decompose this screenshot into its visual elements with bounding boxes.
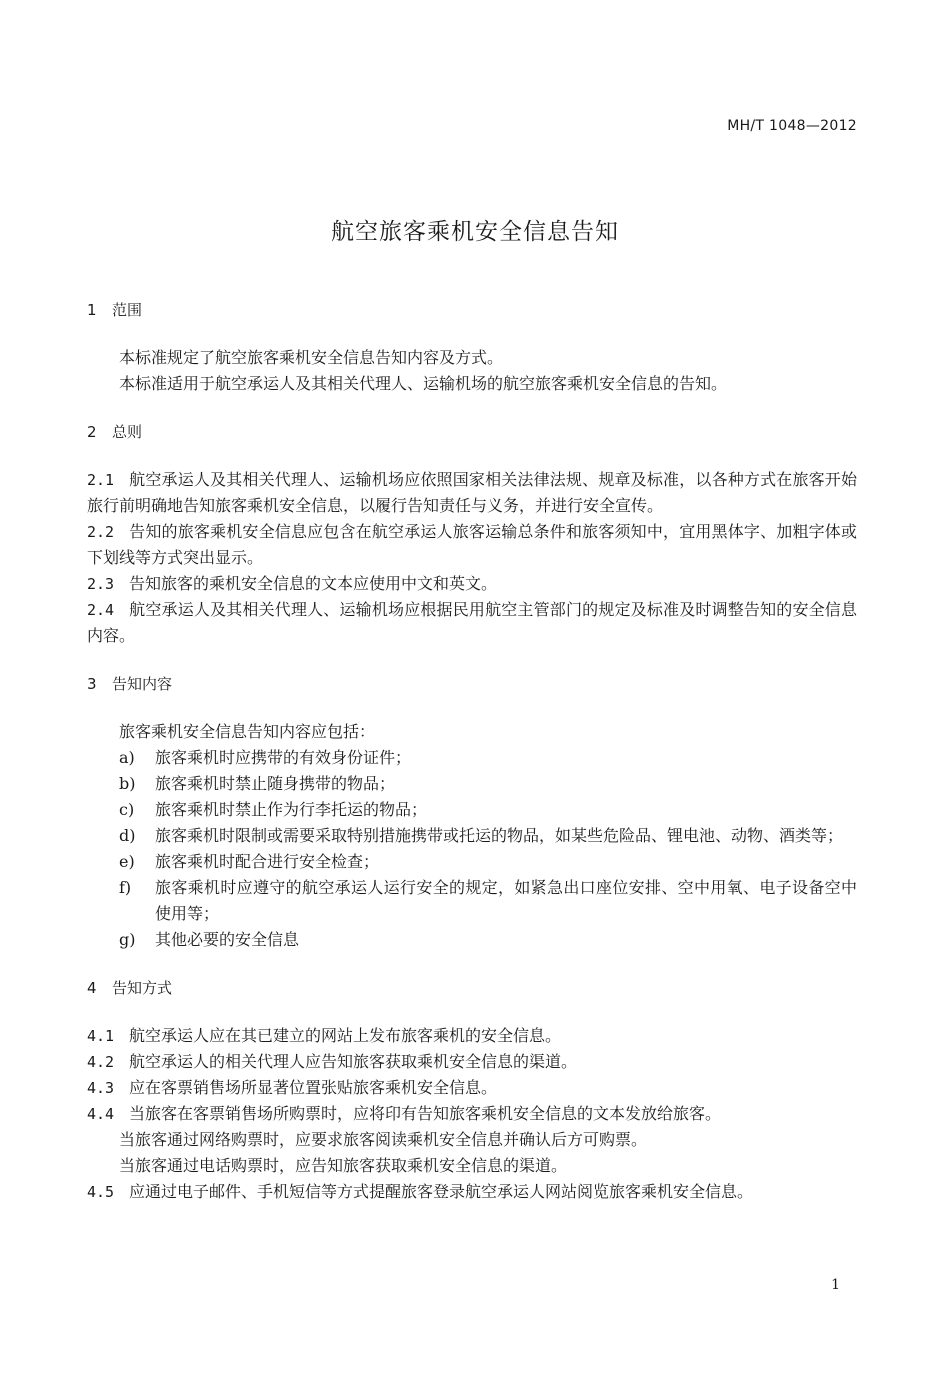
section-heading (87, 671, 857, 697)
list-label: g) (119, 930, 136, 949)
clause (87, 1075, 857, 1101)
list-label: f) (119, 878, 132, 897)
list-item (87, 875, 857, 927)
clause-number: 2.1 (87, 471, 115, 489)
list-text: 旅客乘机时禁止作为行李托运的物品； (155, 800, 428, 819)
section-content (87, 671, 857, 953)
clause-text: 应通过电子邮件、手机短信等方式提醒旅客登录航空承运人网站阅览旅客乘机安全信息。 (129, 1182, 754, 1201)
list-item (87, 823, 857, 849)
standard-code: MH/T 1048—2012 (727, 118, 857, 134)
section-heading (87, 419, 857, 445)
section-general (87, 419, 857, 649)
list-item (87, 771, 857, 797)
clause-number: 4.1 (87, 1027, 115, 1045)
list-label: b) (119, 774, 136, 793)
section-number: 4 (87, 979, 97, 997)
clause (87, 1179, 857, 1205)
list-text: 旅客乘机时配合进行安全检查； (155, 852, 380, 871)
clause-number: 4.5 (87, 1183, 115, 1201)
clause-text: 航空承运人及其相关代理人、运输机场应根据民用航空主管部门的规定及标准及时调整告知的安全信息内容。 (87, 600, 857, 645)
clause (87, 1023, 857, 1049)
clause (87, 467, 857, 519)
page-number: 1 (831, 1277, 840, 1293)
list-text: 旅客乘机时应遵守的航空承运人运行安全的规定，如紧急出口座位安排、空中用氧、电子设备空中使用等； (155, 878, 857, 923)
clause-number: 4.3 (87, 1079, 115, 1097)
list-text: 旅客乘机时禁止随身携带的物品； (155, 774, 396, 793)
clause-text: 航空承运人及其相关代理人、运输机场应依照国家相关法律法规、规章及标准，以各种方式在旅客开始旅行前明确地告知旅客乘机安全信息，以履行告知责任与义务，并进行安全宣传。 (87, 470, 857, 515)
clause-number: 4.4 (87, 1105, 115, 1123)
section-title: 范围 (112, 301, 143, 319)
clause (87, 597, 857, 649)
clause-text: 航空承运人的相关代理人应告知旅客获取乘机安全信息的渠道。 (129, 1052, 578, 1071)
list-item (87, 797, 857, 823)
section-heading (87, 975, 857, 1001)
section-scope (87, 297, 857, 397)
clause-text: 航空承运人应在其已建立的网站上发布旅客乘机的安全信息。 (129, 1026, 562, 1045)
list-text: 旅客乘机时限制或需要采取特别措施携带或托运的物品，如某些危险品、锂电池、动物、酒类等； (155, 826, 844, 845)
clause-number: 2.2 (87, 523, 115, 541)
list-label: c) (119, 800, 135, 819)
clause-text: 当旅客在客票销售场所购票时，应将印有告知旅客乘机安全信息的文本发放给旅客。 (129, 1104, 722, 1123)
clause (87, 1049, 857, 1075)
paragraph: 本标准规定了航空旅客乘机安全信息告知内容及方式。 (119, 348, 504, 367)
clause (87, 1101, 857, 1127)
clause (87, 571, 857, 597)
paragraph: 当旅客通过电话购票时，应告知旅客获取乘机安全信息的渠道。 (119, 1156, 568, 1175)
section-title: 总则 (112, 423, 143, 441)
paragraph: 本标准适用于航空承运人及其相关代理人、运输机场的航空旅客乘机安全信息的告知。 (119, 374, 728, 393)
clause-number: 2.4 (87, 601, 115, 619)
list-item (87, 745, 857, 771)
document-body (87, 297, 857, 1205)
list-item (87, 927, 857, 953)
section-heading (87, 297, 857, 323)
clause-text: 告知旅客的乘机安全信息的文本应使用中文和英文。 (129, 574, 498, 593)
clause-number: 2.3 (87, 575, 115, 593)
section-methods (87, 975, 857, 1205)
section-number: 3 (87, 675, 97, 693)
list-text: 旅客乘机时应携带的有效身份证件； (155, 748, 412, 767)
paragraph: 当旅客通过网络购票时，应要求旅客阅读乘机安全信息并确认后方可购票。 (119, 1130, 648, 1149)
section-title: 告知方式 (112, 979, 173, 997)
list-text: 其他必要的安全信息 (155, 930, 300, 949)
clause-text: 应在客票销售场所显著位置张贴旅客乘机安全信息。 (129, 1078, 498, 1097)
list-label: e) (119, 852, 135, 871)
clause-number: 4.2 (87, 1053, 115, 1071)
list-label: a) (119, 748, 135, 767)
clause-text: 告知的旅客乘机安全信息应包含在航空承运人旅客运输总条件和旅客须知中，宜用黑体字、加粗字体或下划线等方式突出显示。 (87, 522, 857, 567)
document-title: 航空旅客乘机安全信息告知 (331, 219, 619, 245)
section-number: 1 (87, 301, 97, 319)
clause (87, 519, 857, 571)
section-number: 2 (87, 423, 97, 441)
list-intro: 旅客乘机安全信息告知内容应包括： (119, 722, 376, 741)
list-label: d) (119, 826, 136, 845)
list-item (87, 849, 857, 875)
section-title: 告知内容 (112, 675, 173, 693)
